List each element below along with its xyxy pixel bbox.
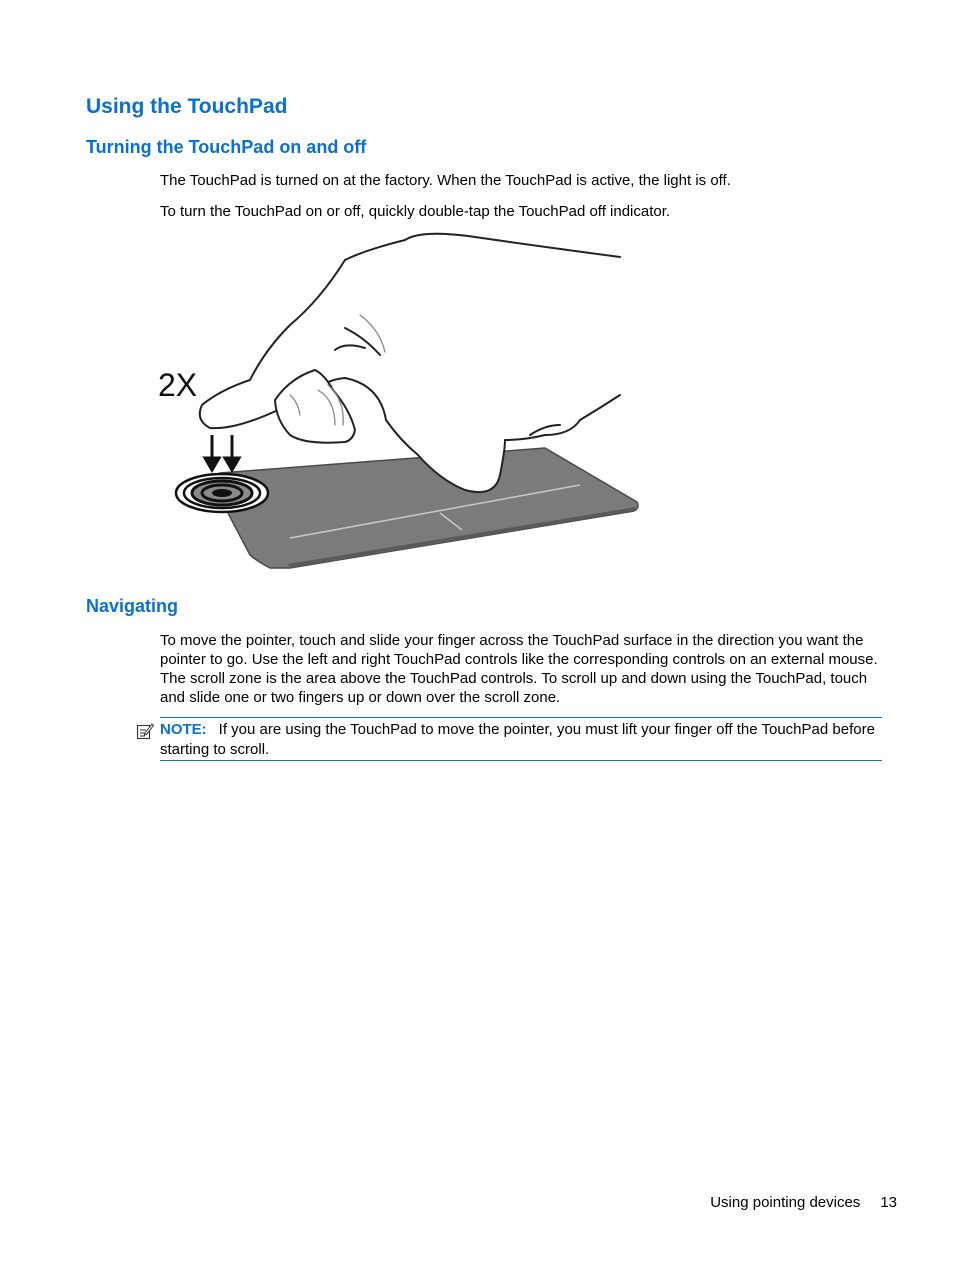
tap-count-label: 2X xyxy=(158,367,198,403)
paragraph-double-tap-instruction: To turn the TouchPad on or off, quickly double-tap the TouchPad off indicator. xyxy=(160,203,671,220)
paragraph-navigating-instructions: To move the pointer, touch and slide your finger across the TouchPad surface in the direction you want the pointer to go. Use the left and right TouchPad controls like the corresponding controls on an external mouse. The scroll zone is the area above the TouchPad controls. To scroll up and down using the TouchPad, touch and slide one or two fingers up or down over the scroll zone. xyxy=(160,632,878,706)
page-heading: Using the TouchPad xyxy=(86,95,288,118)
double-tap-arrows-icon xyxy=(205,435,239,470)
touchpad-double-tap-illustration xyxy=(150,230,650,575)
page-number: 13 xyxy=(880,1194,897,1211)
footer-section-title: Using pointing devices xyxy=(710,1194,861,1211)
note-text: If you are using the TouchPad to move the pointer, you must lift your finger off the TouchPad before starting to scroll. xyxy=(160,721,875,758)
hand-icon xyxy=(200,234,620,492)
note-box xyxy=(160,717,882,761)
page-footer xyxy=(710,1193,897,1213)
note-label: NOTE: xyxy=(160,721,207,738)
note-pencil-icon xyxy=(136,722,154,740)
paragraph-factory-setting: The TouchPad is turned on at the factory. When the TouchPad is active, the light is off. xyxy=(160,172,731,189)
section-heading-navigating: Navigating xyxy=(86,596,179,616)
touchpad-off-indicator-icon xyxy=(176,474,268,512)
section-heading-turning-on-off: Turning the TouchPad on and off xyxy=(86,137,367,157)
